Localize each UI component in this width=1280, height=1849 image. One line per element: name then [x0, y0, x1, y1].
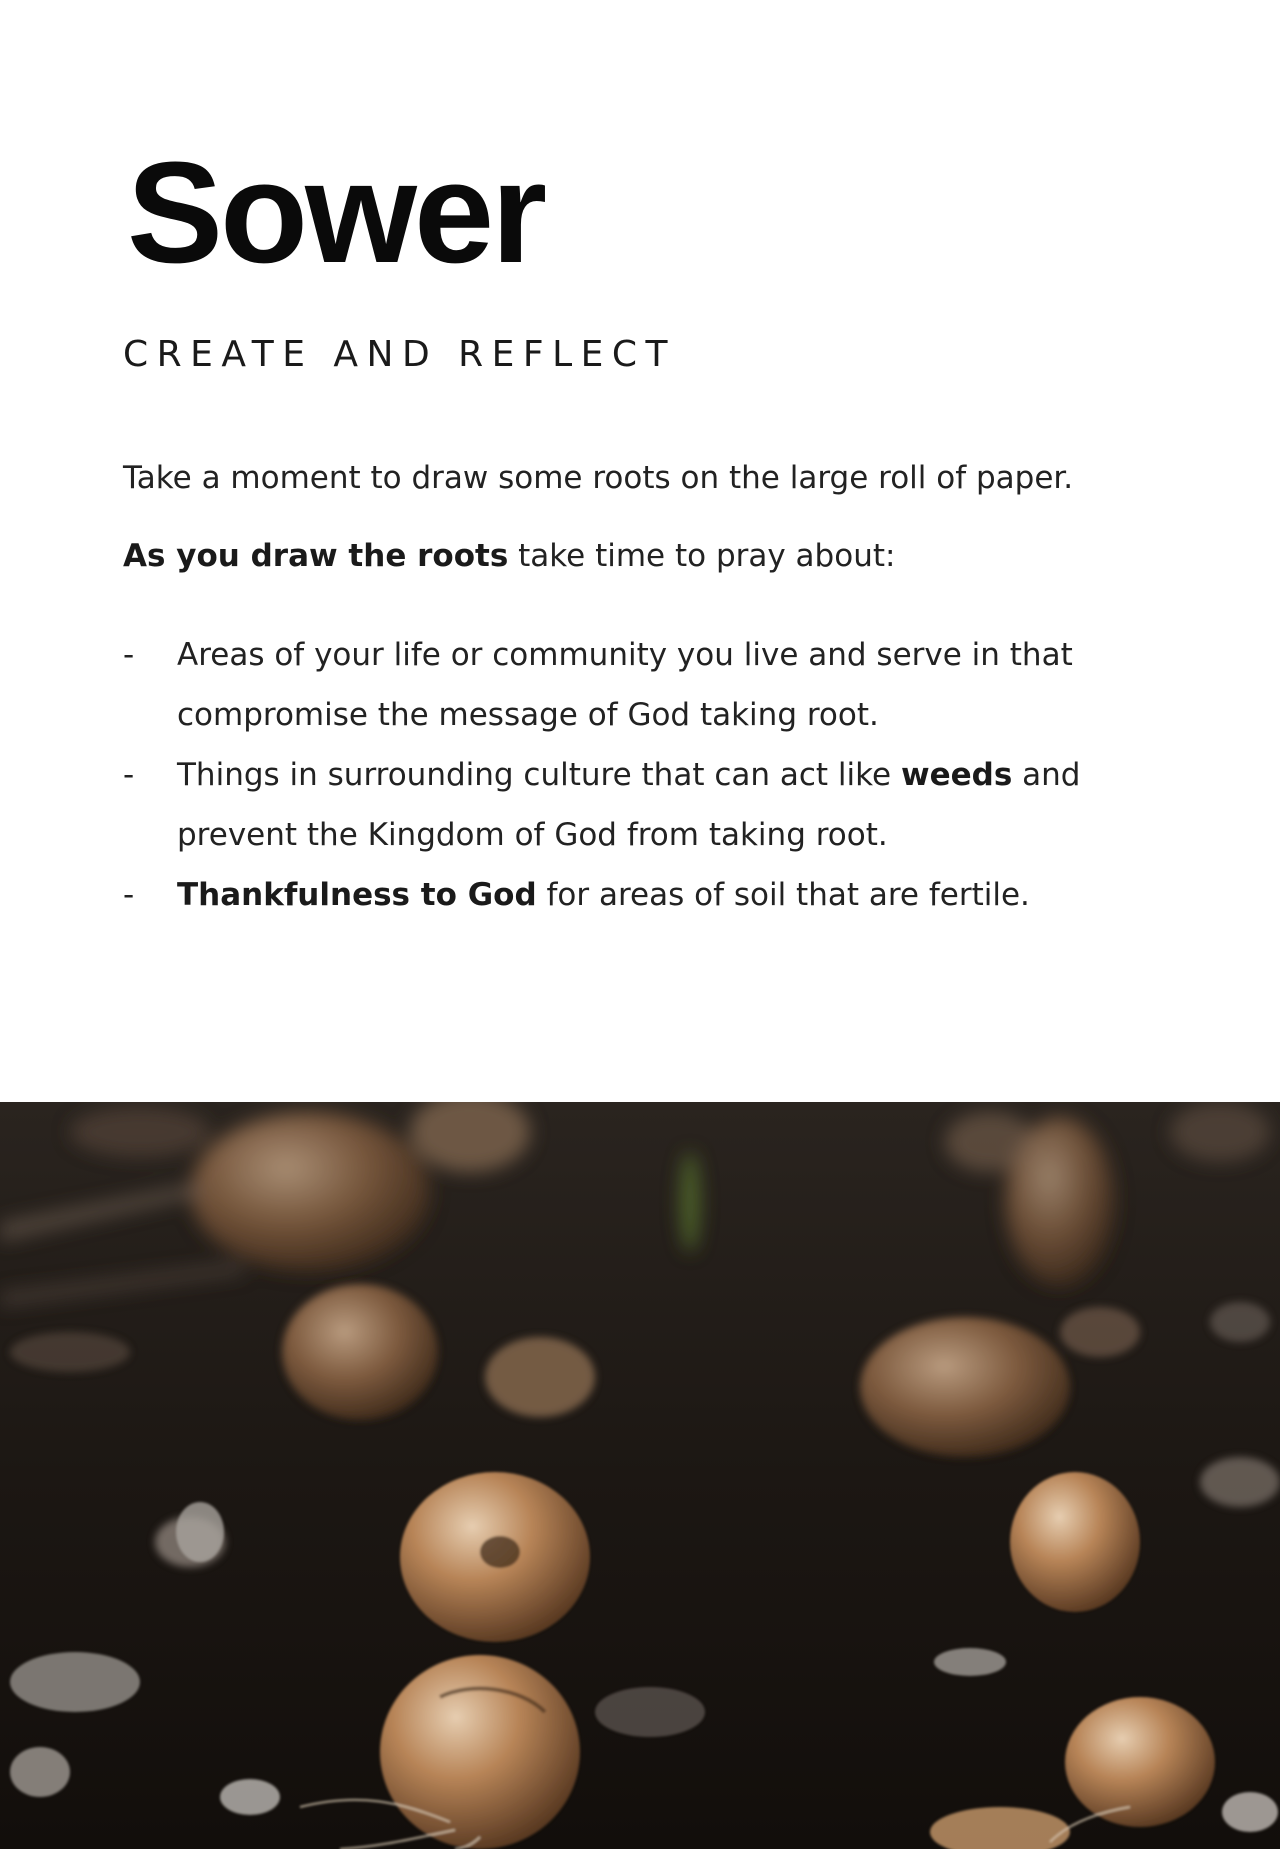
list-item-bold: Thankfulness to God: [177, 877, 537, 913]
list-dash: -: [123, 877, 135, 913]
list-item-pre: Areas of your life or community you live and serve in that compromise the message of God taking root.: [177, 637, 1073, 733]
list-item: [123, 745, 1163, 865]
list-dash: -: [123, 637, 135, 673]
list-item: [123, 625, 1163, 745]
prompt-bold: As you draw the roots: [123, 538, 509, 574]
prompt-paragraph: [123, 534, 895, 578]
page-subtitle: CREATE AND REFLECT: [123, 334, 677, 375]
list-item-post: for areas of soil that are fertile.: [536, 877, 1030, 913]
list-dash: -: [123, 757, 135, 793]
prayer-list: [123, 625, 1163, 925]
list-item-pre: Things in surrounding culture that can act like: [177, 757, 901, 793]
intro-paragraph: Take a moment to draw some roots on the large roll of paper.: [123, 460, 1074, 496]
list-item-bold: weeds: [900, 757, 1013, 793]
list-item: [123, 865, 1163, 925]
photo-illustration: [0, 1102, 1280, 1849]
list-item-text: [177, 625, 1167, 745]
list-item-text: [177, 865, 1167, 925]
soil-onions-photo: [0, 1102, 1280, 1849]
page-title: Sower: [127, 132, 545, 293]
list-item-text: [177, 745, 1167, 865]
list-item-post: and prevent the Kingdom of God from taking root.: [177, 757, 1081, 853]
prompt-rest: take time to pray about:: [508, 538, 896, 574]
